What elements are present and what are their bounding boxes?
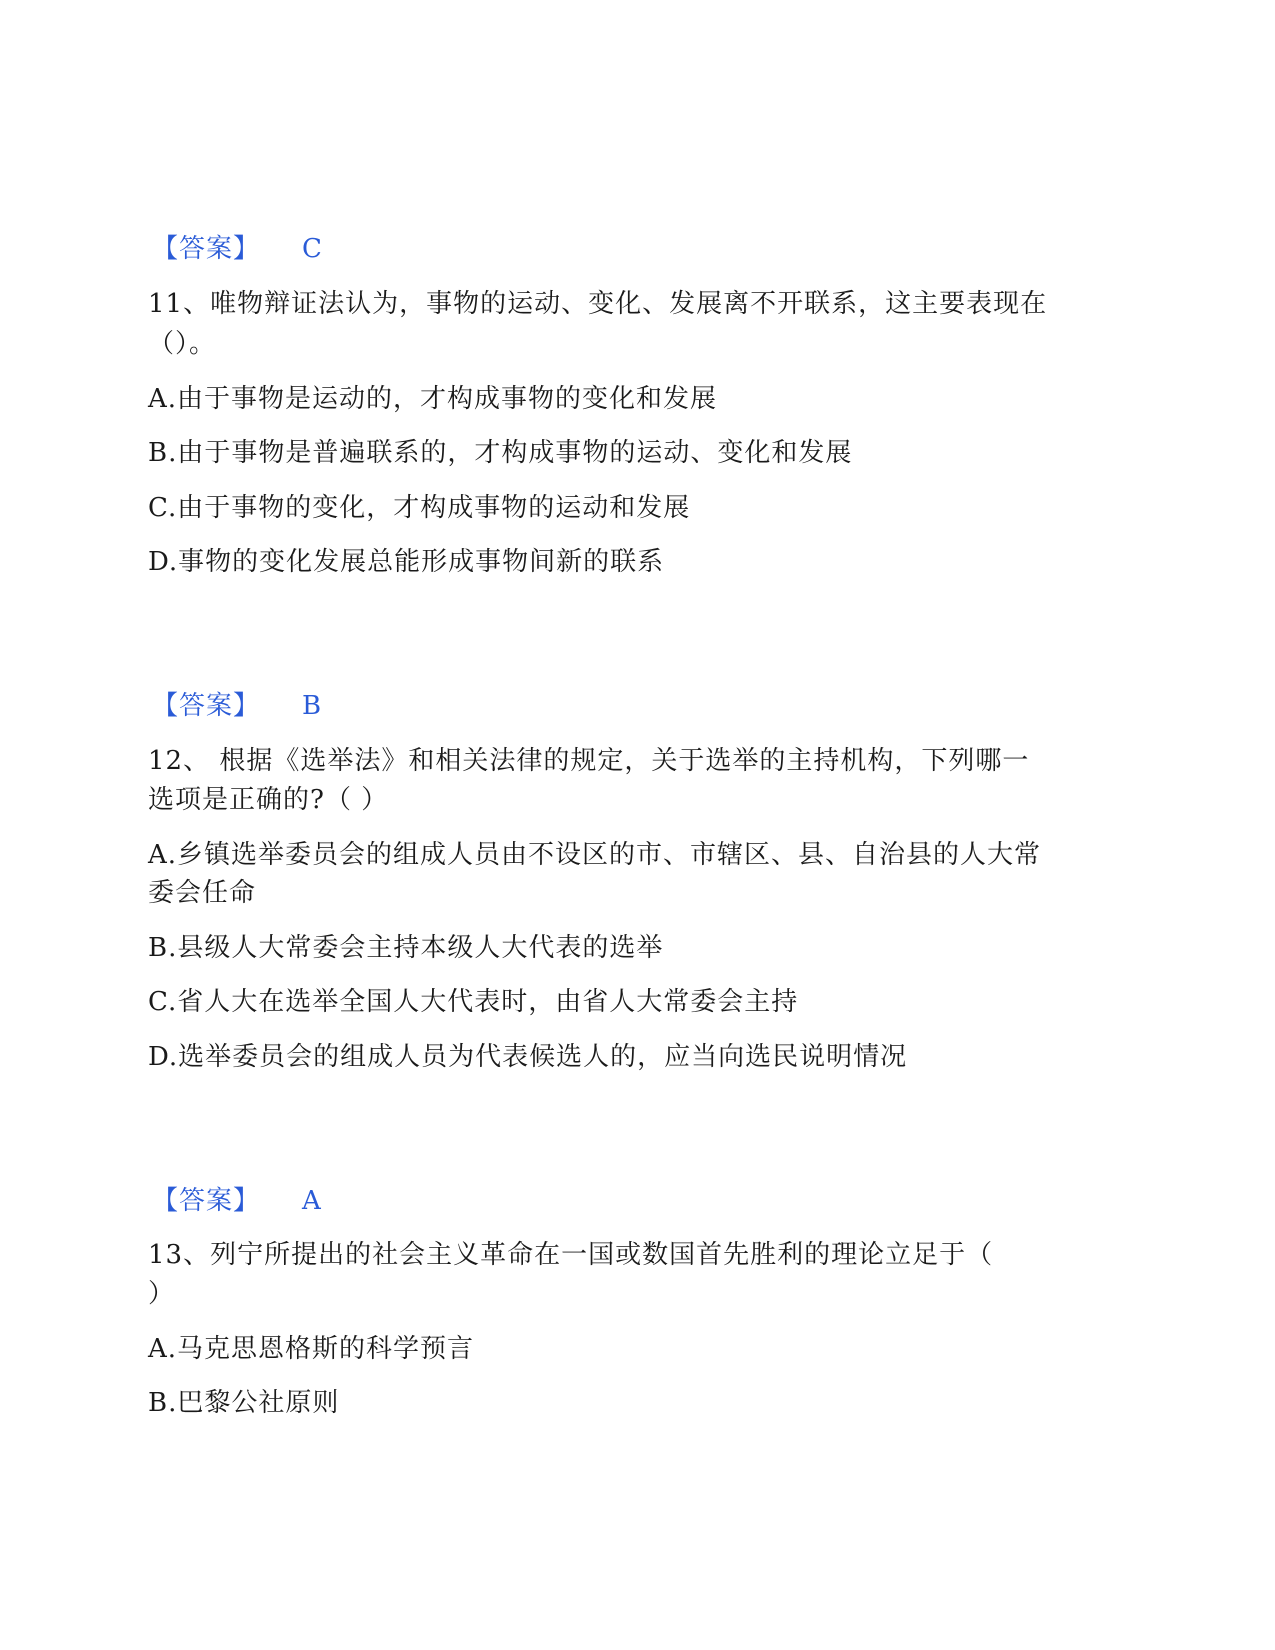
question-stem-line: （）。: [148, 329, 217, 359]
answer-value: B: [302, 691, 323, 721]
answer-value: C: [302, 234, 323, 264]
question-stem-line: ）: [148, 1279, 176, 1309]
answer-line: [152, 1182, 322, 1220]
answer-line: [152, 230, 323, 268]
option-c: C.由于事物的变化，才构成事物的运动和发展: [148, 493, 691, 523]
option-b: B.县级人大常委会主持本级人大代表的选举: [148, 933, 664, 963]
option-c: C.省人大在选举全国人大代表时，由省人大常委会主持: [148, 987, 799, 1017]
answer-value: A: [302, 1186, 322, 1216]
option-d: D.选举委员会的组成人员为代表候选人的，应当向选民说明情况: [148, 1042, 908, 1072]
answer-line: [152, 687, 323, 725]
answer-label: 【答案】: [152, 1186, 261, 1216]
option-b: B.巴黎公社原则: [148, 1388, 340, 1418]
question-stem-line: 13、列宁所提出的社会主义革命在一国或数国首先胜利的理论立足于（: [148, 1240, 994, 1270]
question-stem-line: 12、 根据《选举法》和相关法律的规定，关于选举的主持机构，下列哪一: [148, 746, 1030, 776]
answer-label: 【答案】: [152, 691, 261, 721]
option-b: B.由于事物是普遍联系的，才构成事物的运动、变化和发展: [148, 438, 853, 468]
option-a: A.乡镇选举委员会的组成人员由不设区的市、市辖区、县、自治县的人大常: [148, 840, 1042, 870]
option-a: A.由于事物是运动的，才构成事物的变化和发展: [148, 384, 718, 414]
question-stem-line: 11、唯物辩证法认为，事物的运动、变化、发展离不开联系，这主要表现在: [148, 289, 1048, 319]
option-a-continued: 委会任命: [148, 878, 257, 908]
answer-label: 【答案】: [152, 234, 261, 264]
option-a: A.马克思恩格斯的科学预言: [148, 1334, 475, 1364]
question-stem-line: 选项是正确的?（ ）: [148, 785, 389, 815]
option-d: D.事物的变化发展总能形成事物间新的联系: [148, 547, 665, 577]
